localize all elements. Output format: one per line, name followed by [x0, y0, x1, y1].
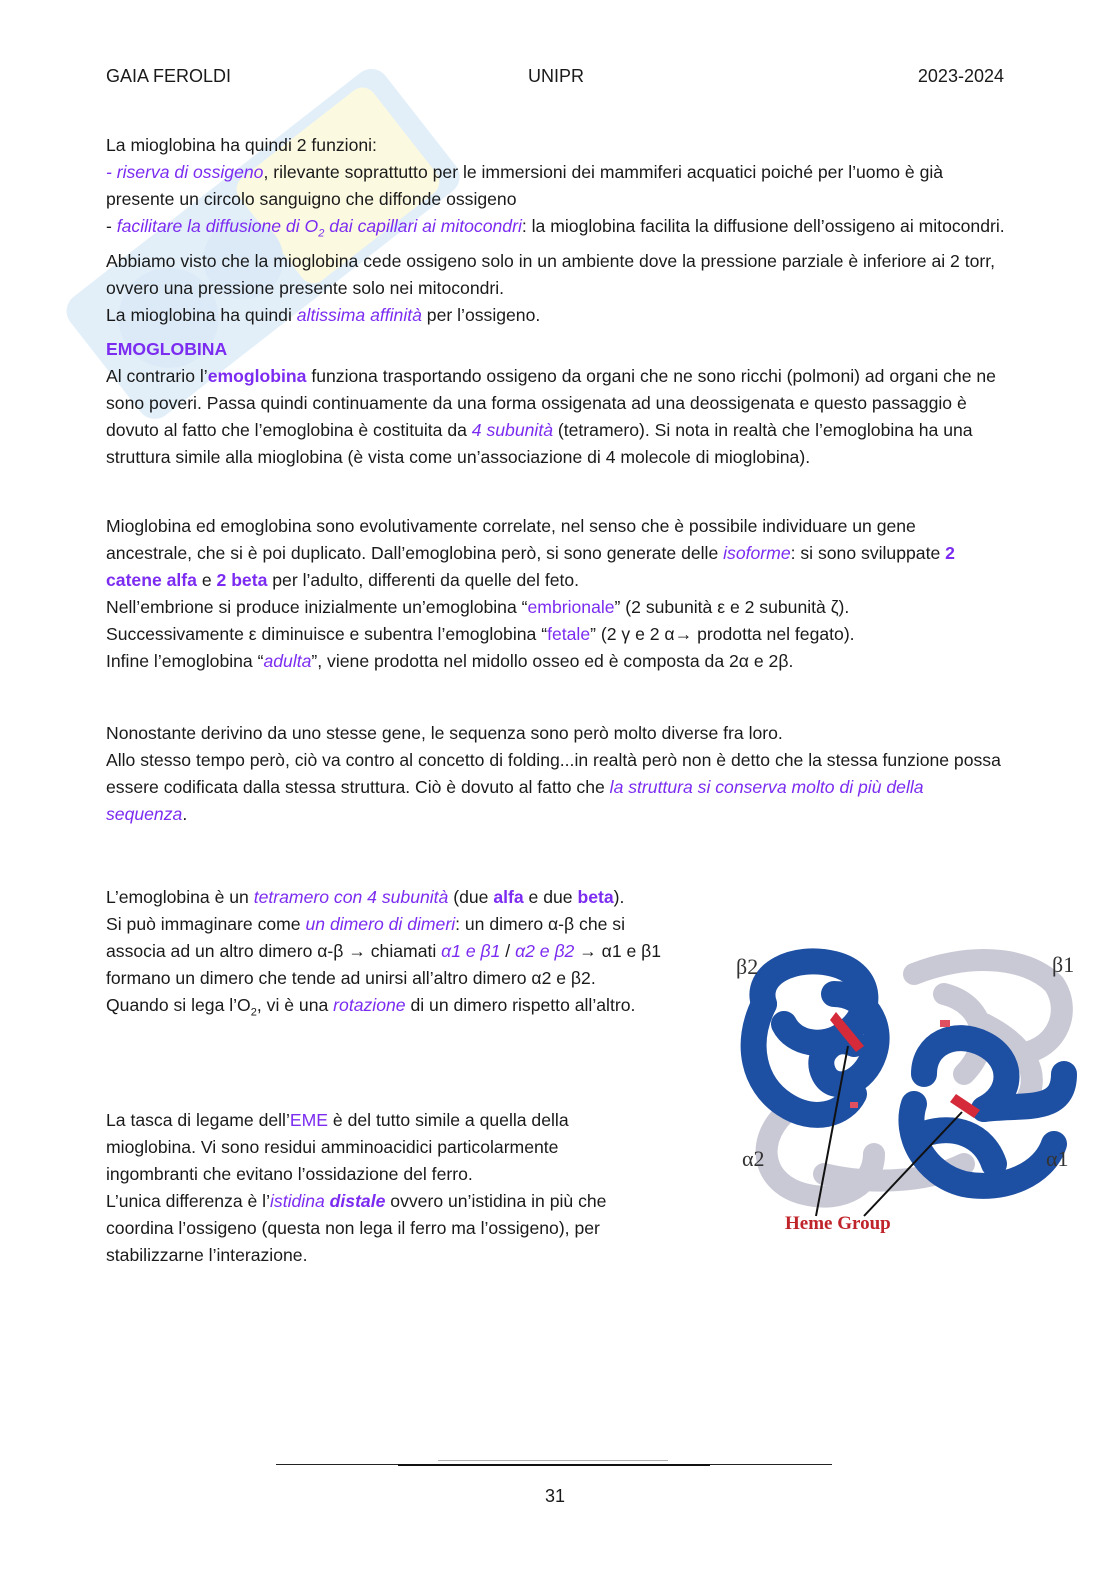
- highlight-a2-b2: α2 e β2: [515, 941, 575, 961]
- adult-line: [106, 648, 1006, 675]
- tetramer-line: [106, 884, 678, 911]
- dimer-text-c: → α1 e β1 formano un dimero che tende ad unirsi all’altro dimero α2 e β2.: [106, 941, 662, 988]
- intro-text-a: Al contrario l’: [106, 366, 208, 386]
- dimer-text-b: : un dimero α-β che si associa ad un altro dimero α-β → chiamati: [106, 914, 626, 961]
- highlight-2-beta: 2 beta: [216, 570, 268, 590]
- highlight-tetramer: tetramero con 4 subunità: [253, 887, 449, 907]
- sequence-paragraph: [106, 720, 1006, 828]
- highlight-embrionale: embrionale: [527, 597, 615, 617]
- function-oxygen-reserve-text: , rilevante soprattutto per le immersioni dei mammiferi acquatici poiché per l’uomo è già presente un circolo sanguigno che diffonde ossigeno: [106, 162, 944, 209]
- rotation-text-c: di un dimero rispetto all’altro.: [405, 995, 636, 1015]
- hemoglobin-intro-paragraph: [106, 363, 1006, 471]
- function-diffusion-text: : la mioglobina facilita la diffusione dell’ossigeno ai mitocondri. Abbiamo visto che la mioglobina cede ossigeno solo in un ambiente dove la pressione parziale è inferiore ai 2 torr, ovvero una pressione presente solo nei mitocondri.: [106, 216, 1005, 298]
- highlight-alfa: alfa: [493, 887, 524, 907]
- heme-text-a: La tasca di legame dell’: [106, 1110, 290, 1130]
- highlight-a1-b1: α1 e β1: [441, 941, 501, 961]
- highlight-fetale: fetale: [547, 624, 591, 644]
- tetramer-text-b: (due: [448, 887, 494, 907]
- section-title-emoglobina: EMOGLOBINA: [106, 339, 228, 359]
- adult-text-b: ”, viene prodotta nel midollo osseo ed è composta da 2α e 2β.: [311, 651, 794, 671]
- intro-text-c: (tetramero). Si nota in realtà che l’emoglobina ha una struttura simile alla mioglobina (è vista come un’associazione di 4 molecole di mioglobina).: [106, 420, 973, 467]
- highlight-rotazione: rotazione: [333, 995, 406, 1015]
- highlight-4-subunits: 4 subunità: [471, 420, 553, 440]
- highlight-beta: beta: [577, 887, 614, 907]
- highlight-adulta: adulta: [263, 651, 312, 671]
- embryonic-text-a: Nell’embrione si produce inizialmente un’emoglobina “: [106, 597, 528, 617]
- dimer-text-slash: /: [500, 941, 516, 961]
- tetramer-text-d: ).: [613, 887, 625, 907]
- footer-rule-bold: [398, 1464, 710, 1466]
- rotation-line: [106, 992, 678, 1027]
- folding-text: [106, 747, 1006, 828]
- fetal-text-b: ” (2 γ e 2 α→ prodotta nel fegato).: [590, 624, 855, 644]
- dimer-line: [106, 911, 678, 992]
- rotation-text-b: , vi è una: [256, 995, 334, 1015]
- adult-text-a: Infine l’emoglobina “: [106, 651, 264, 671]
- figure-caption: Heme Group: [785, 1213, 891, 1234]
- myoglobin-functions-paragraph: [106, 132, 1006, 329]
- evolution-text-c: e: [196, 570, 217, 590]
- heme-text-b: è del tutto simile a quella della mioglobina. Vi sono residui amminoacidici particolarmente ingombranti che evitano l’ossidazione del ferro.: [106, 1110, 569, 1184]
- fetal-line: [106, 621, 1006, 648]
- affinity-text-b: per l’ossigeno.: [421, 304, 541, 325]
- tetramer-text-c: e due: [523, 887, 578, 907]
- sequence-text-a: Nonostante derivino da uno stesse gene, le sequenza sono però molto diverse fra loro.: [106, 723, 783, 743]
- highlight-emoglobina: emoglobina: [207, 366, 307, 386]
- highlight-distale: distale: [329, 1191, 386, 1211]
- affinity-text-a: La mioglobina ha quindi: [106, 304, 297, 325]
- heme-fragment-1: [940, 1020, 950, 1027]
- highlight-diffusion-a: facilitare la diffusione di O: [116, 216, 319, 236]
- functions-intro: La mioglobina ha quindi 2 funzioni:: [106, 135, 377, 155]
- intro-text-b: funziona trasportando ossigeno da organi che ne sono ricchi (polmoni) ad organi che ne sono poveri. Passa quindi continuamente da una forma ossigenata ad una deossigenata e questo passaggio è dovuto al fatto che l’emoglobina è costituita da: [106, 366, 996, 440]
- dash: -: [106, 216, 117, 236]
- distal-histidine-text: [106, 1188, 646, 1269]
- heme-pocket-paragraph: [106, 1107, 646, 1269]
- myoglobin-affinity: [106, 302, 1006, 329]
- distal-text-a: L’unica differenza è l’: [106, 1191, 270, 1211]
- tetramer-text-a: L’emoglobina è un: [106, 887, 254, 907]
- heme-fragment-2: [850, 1102, 858, 1108]
- evolution-text-a: Mioglobina ed emoglobina sono evolutivamente correlate, nel senso che è possibile individuare un gene ancestrale, che si è poi duplicato. Dall’emoglobina però, si sono generate delle: [106, 516, 916, 563]
- footer-rule-light: [438, 1460, 668, 1461]
- label-alpha1: α1: [1046, 1146, 1069, 1171]
- highlight-eme: EME: [289, 1110, 329, 1130]
- label-alpha2: α2: [742, 1146, 765, 1171]
- highlight-affinity: altissima affinità: [296, 304, 422, 325]
- evolution-text: [106, 513, 1006, 594]
- highlight-isoforme: isoforme: [723, 543, 791, 563]
- highlight-2-alfa: 2 catene alfa: [106, 543, 955, 590]
- header-author: GAIA FEROLDI: [106, 66, 232, 86]
- fetal-text-a: Successivamente ε diminuisce e subentra l’emoglobina “: [106, 624, 548, 644]
- evolution-text-b: : si sono sviluppate: [790, 543, 946, 563]
- label-beta1: β1: [1052, 952, 1075, 977]
- highlight-diffusion: [116, 216, 522, 240]
- function-oxygen-reserve: [106, 159, 1006, 213]
- function-diffusion: [106, 213, 1006, 302]
- folding-text-a: Allo stesso tempo però, ciò va contro al concetto di folding...in realtà però non è detto che la stessa funzione possa essere codificata dalla stessa struttura. Ciò è dovuto al fatto che: [106, 750, 1001, 797]
- label-beta2: β2: [736, 954, 759, 979]
- page-header: [106, 66, 1004, 92]
- embryonic-text-b: ” (2 subunità ε e 2 subunità ζ).: [614, 597, 850, 617]
- folding-text-period: .: [182, 804, 188, 824]
- subscript-2: 2: [250, 1006, 257, 1019]
- hemoglobin-structure-figure: [724, 934, 1088, 1238]
- embryonic-line: [106, 594, 1006, 621]
- dimer-text-a: Si può immaginare come: [106, 914, 306, 934]
- dark-subunits: [754, 961, 1064, 1186]
- highlight-oxygen-reserve: - riserva di ossigeno: [106, 162, 264, 182]
- highlight-diffusion-b: dai capillari ai mitocondri: [324, 216, 522, 236]
- page-number: 31: [545, 1486, 566, 1506]
- evolution-paragraph: [106, 513, 1006, 675]
- header-university: UNIPR: [528, 66, 585, 86]
- rotation-text-a: Quando si lega l’O: [106, 995, 251, 1015]
- evolution-text-d: per l’adulto, differenti da quelle del feto.: [267, 570, 580, 590]
- header-year: 2023-2024: [917, 66, 1004, 86]
- tetramer-paragraph: [106, 884, 678, 1027]
- highlight-dimer-of-dimers: un dimero di dimeri: [305, 914, 456, 934]
- subscript-2: 2: [318, 227, 325, 240]
- heme-pocket-text: [106, 1107, 646, 1188]
- highlight-istidina: istidina: [270, 1191, 330, 1211]
- distal-text-b: ovvero un’istidina in più che coordina l’ossigeno (questa non lega il ferro ma l’ossigeno), per stabilizzarne l’interazione.: [106, 1191, 607, 1265]
- highlight-structure-conserved: la struttura si conserva molto di più della sequenza: [106, 777, 924, 824]
